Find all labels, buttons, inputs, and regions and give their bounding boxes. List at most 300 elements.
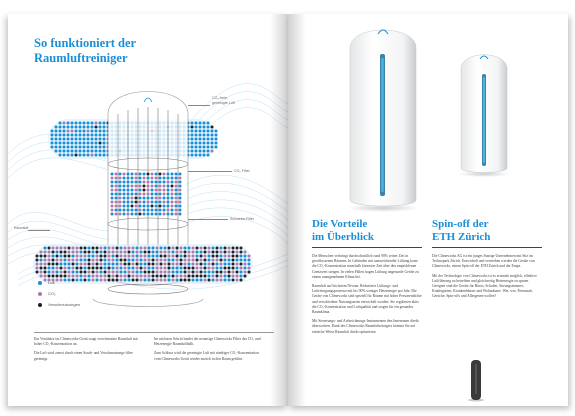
particle-dot: [104, 279, 107, 282]
particle-dot: [184, 259, 187, 262]
particle-dot: [207, 146, 210, 149]
particle-dot: [236, 279, 239, 282]
particle-dot: [119, 185, 122, 188]
particle-dot: [95, 126, 98, 129]
particle-dot: [192, 259, 195, 262]
particle-dot: [44, 247, 47, 250]
particle-dot: [151, 173, 154, 176]
particle-dot: [171, 213, 174, 216]
particle-dot: [123, 177, 126, 180]
particle-dot: [123, 173, 126, 176]
particle-dot: [99, 134, 102, 137]
title-line-2: Raumluftreiniger: [34, 51, 128, 65]
particle-dot: [139, 197, 142, 200]
particle-dot: [99, 154, 102, 157]
particle-dot: [204, 263, 207, 266]
particle-dot: [48, 259, 51, 262]
particle-dot: [176, 263, 179, 266]
particle-dot: [83, 154, 86, 157]
particle-dot: [163, 173, 166, 176]
particle-dot: [59, 154, 62, 157]
particle-dot: [215, 138, 218, 141]
particle-dot: [143, 209, 146, 212]
particle-dot: [184, 271, 187, 274]
particle-dot: [144, 279, 147, 282]
particle-dot: [104, 267, 107, 270]
particle-dot: [79, 122, 82, 125]
particle-dot: [171, 185, 174, 188]
particle-dot: [88, 247, 91, 250]
particle-dot: [224, 247, 227, 250]
particle-dot: [216, 251, 219, 254]
particle-dot: [115, 177, 118, 180]
particle-dot: [128, 255, 131, 258]
particle-dot: [208, 251, 211, 254]
gutter-shadow: [270, 14, 288, 406]
particle-dot: [232, 263, 235, 266]
particle-dot: [51, 138, 54, 141]
particle-dot: [211, 134, 214, 137]
particle-dot: [75, 154, 78, 157]
body-column-spinoff: Die Climeworks AG ist ein junges Startup-Unternehmen mit Sitz im Technopark Zürich. Entwickelt und vertrieben werden die Geräte von Climeworks, einem Spin-off der ETH Zürich und der Empa. Mit der Technologie von Climeworks ist es erstmals möglich, effektive Luftfilterung zu betreiben und gleichzeitig Heizenergie zu sparen. Geeignet sind die Geräte für Büros, Schulen, Sitzungszimmer, Kindergärten, Krankenhäuser und Wohnräume. Wer, wie, Feinstaub, Gerüche, Spin-offs und Allergenen wollen?: [432, 254, 537, 299]
particle-dot: [144, 267, 147, 270]
particle-dot: [211, 138, 214, 141]
device-base: [93, 299, 203, 307]
particle-dot: [195, 146, 198, 149]
particle-dot: [48, 263, 51, 266]
particle-dot: [159, 213, 162, 216]
particle-dot: [100, 255, 103, 258]
body-column-advantages: Die Menschen verbringt durchschnittlich rund 90% seiner Zeit in geschlossenen Räumen. In Gebäuden mit unzureichender Lüftung kann die CO₂-Konzentration innerhalb kürzester Zeit über den empfohlenen Grenzwert steigen. In vielen Fällen tragen Lüftung ungesunde Geräte zu einem unangenehmen Klima bei. Raumluft auf höchstem Niveau: Reduzierte Lüftungs- und Luftreinigungsprozesse mit bis 90% weniger Heizenergie pro Jahr. Die Geräte von Climeworks sind speziell für Räume mit hoher Personendichte und verschiedene Nutzungsarten entwickelt worden. Sie regulieren aktiv die CO₂-Konzentration und Luftqualität und sorgen für ein gesundes Raumklima. Mit Steuerungs- und Aufzeichnungs-Instrumenten den Innenraum direkt überwachen. Dank des Climeworks Raumluftreinigers können Sie auf einfache Weise Raumluft direkt optimieren.: [312, 254, 422, 334]
particle-dot: [195, 130, 198, 133]
particle-dot: [244, 263, 247, 266]
particle-dot: [40, 255, 43, 258]
particle-dot: [68, 247, 71, 250]
particle-dot: [115, 209, 118, 212]
particle-dot: [168, 251, 171, 254]
particle-dot: [56, 267, 59, 270]
particle-dot: [96, 263, 99, 266]
particle-dot: [179, 173, 182, 176]
particle-dot: [236, 267, 239, 270]
particle-dot: [99, 146, 102, 149]
section-divider: [312, 247, 422, 248]
particle-dot: [111, 197, 114, 200]
particle-dot: [124, 247, 127, 250]
particle-dot: [216, 255, 219, 258]
particle-dot: [128, 271, 131, 274]
particle-dot: [236, 251, 239, 254]
particle-dot: [68, 271, 71, 274]
particle-dot: [132, 247, 135, 250]
particle-dot: [147, 181, 150, 184]
particle-dot: [176, 279, 179, 282]
particle-dot: [204, 267, 207, 270]
particle-dot: [200, 279, 203, 282]
particle-dot: [131, 177, 134, 180]
particle-dot: [240, 255, 243, 258]
particle-dot: [172, 255, 175, 258]
particle-dot: [172, 259, 175, 262]
particle-dot: [119, 197, 122, 200]
particle-dot: [96, 259, 99, 262]
particle-dot: [147, 177, 150, 180]
particle-dot: [48, 247, 51, 250]
particle-dot: [52, 259, 55, 262]
particle-dot: [195, 138, 198, 141]
particle-dot: [152, 271, 155, 274]
particle-dot: [104, 259, 107, 262]
particle-dot: [216, 267, 219, 270]
particle-dot: [164, 279, 167, 282]
particle-dot: [136, 247, 139, 250]
particle-dot: [79, 150, 82, 153]
particle-dot: [176, 251, 179, 254]
particle-dot: [147, 213, 150, 216]
particle-dot: [119, 213, 122, 216]
particle-dot: [220, 275, 223, 278]
particle-dot: [136, 271, 139, 274]
particle-dot: [123, 201, 126, 204]
particle-dot: [63, 146, 66, 149]
particle-dot: [84, 279, 87, 282]
particle-dot: [64, 267, 67, 270]
particle-dot: [143, 173, 146, 176]
particle-dot: [124, 279, 127, 282]
particle-dot: [176, 271, 179, 274]
particle-dot: [59, 126, 62, 129]
particle-dot: [192, 251, 195, 254]
particle-dot: [204, 271, 207, 274]
particle-dot: [159, 193, 162, 196]
particle-dot: [55, 138, 58, 141]
particle-dot: [131, 185, 134, 188]
particle-dot: [132, 259, 135, 262]
particle-dot: [151, 205, 154, 208]
particle-dot: [120, 279, 123, 282]
particle-dot: [112, 247, 115, 250]
particle-dot: [224, 263, 227, 266]
particle-dot: [220, 271, 223, 274]
section-title-advantages: Die Vorteile im Überblick: [312, 218, 375, 243]
particle-dot: [71, 146, 74, 149]
particle-dot: [84, 267, 87, 270]
particle-dot: [148, 247, 151, 250]
particle-dot: [167, 173, 170, 176]
particle-dot: [132, 279, 135, 282]
particle-dot: [155, 189, 158, 192]
particle-dot: [144, 275, 147, 278]
particle-dot: [179, 205, 182, 208]
particle-dot: [179, 213, 182, 216]
particle-dot: [87, 142, 90, 145]
particle-dot: [72, 267, 75, 270]
particle-dot: [195, 126, 198, 129]
particle-dot: [88, 271, 91, 274]
particle-dot: [220, 251, 223, 254]
particle-dot: [180, 247, 183, 250]
particle-dot: [155, 181, 158, 184]
particle-dot: [143, 189, 146, 192]
particle-dot: [168, 271, 171, 274]
particle-dot: [59, 134, 62, 137]
particle-dot: [199, 146, 202, 149]
particle-dot: [124, 271, 127, 274]
particle-dot: [135, 201, 138, 204]
particle-dot: [139, 185, 142, 188]
particle-dot: [184, 251, 187, 254]
particle-dot: [99, 126, 102, 129]
particle-dot: [212, 251, 215, 254]
particle-dot: [180, 259, 183, 262]
particle-dot: [184, 247, 187, 250]
particle-dot: [224, 251, 227, 254]
particle-dot: [148, 263, 151, 266]
particle-dot: [203, 142, 206, 145]
particle-dot: [100, 247, 103, 250]
particle-dot: [55, 134, 58, 137]
particle-dot: [175, 213, 178, 216]
particle-dot: [60, 255, 63, 258]
particle-dot: [135, 197, 138, 200]
particle-dot: [72, 263, 75, 266]
particle-dot: [148, 271, 151, 274]
particle-dot: [64, 263, 67, 266]
section-divider: [432, 247, 542, 248]
particle-dot: [143, 201, 146, 204]
body-column-2: Im nächsten Schritt bindet der neuartige Climeworks Filter das CO₂ und Heizenergie Raumlufthüllt. Zum Schluss wird die gereinigte Luft mit niedriger CO₂-Konzentration vom Climeworks-Gerät wieder zurück in den Raum geführt.: [154, 337, 261, 361]
particle-dot: [203, 130, 206, 133]
particle-dot: [131, 201, 134, 204]
particle-dot: [139, 181, 142, 184]
particle-dot: [87, 126, 90, 129]
particle-dot: [192, 255, 195, 258]
particle-dot: [119, 201, 122, 204]
particle-dot: [151, 193, 154, 196]
particle-dot: [83, 150, 86, 153]
particle-dot: [160, 267, 163, 270]
particle-dot: [152, 255, 155, 258]
particle-dot: [116, 275, 119, 278]
particle-dot: [127, 185, 130, 188]
particle-dot: [91, 154, 94, 157]
particle-dot: [119, 173, 122, 176]
particle-dot: [192, 247, 195, 250]
particle-dot: [215, 142, 218, 145]
particle-dot: [115, 185, 118, 188]
particle-dot: [139, 177, 142, 180]
particle-dot: [115, 173, 118, 176]
particle-dot: [123, 205, 126, 208]
particle-dot: [144, 255, 147, 258]
particle-dot: [164, 275, 167, 278]
particle-dot: [100, 279, 103, 282]
particle-dot: [244, 267, 247, 270]
particle-dot: [116, 259, 119, 262]
particle-dot: [132, 267, 135, 270]
particle-dot: [175, 193, 178, 196]
particle-dot: [167, 193, 170, 196]
particle-dot: [124, 251, 127, 254]
particle-dot: [155, 177, 158, 180]
particle-dot: [236, 275, 239, 278]
particle-dot: [248, 267, 251, 270]
particle-dot: [228, 255, 231, 258]
particle-dot: [215, 134, 218, 137]
particle-dot: [91, 150, 94, 153]
particle-dot: [143, 197, 146, 200]
particle-dot: [104, 275, 107, 278]
particle-dot: [131, 193, 134, 196]
particle-dot: [184, 275, 187, 278]
particle-dot: [155, 213, 158, 216]
particle-dot: [128, 251, 131, 254]
particle-dot: [199, 150, 202, 153]
label-particle-filter: Schwebe-Filter: [230, 217, 254, 221]
particle-dot: [67, 142, 70, 145]
particle-dot: [188, 251, 191, 254]
particle-dot: [208, 271, 211, 274]
particle-dot: [88, 251, 91, 254]
particle-dot: [139, 173, 142, 176]
particle-dot: [99, 130, 102, 133]
particle-dot: [120, 247, 123, 250]
particle-dot: [56, 263, 59, 266]
particle-dot: [139, 189, 142, 192]
particle-dot: [116, 263, 119, 266]
particle-dot: [164, 247, 167, 250]
particle-dot: [71, 138, 74, 141]
particle-dot: [127, 197, 130, 200]
particle-dot: [196, 259, 199, 262]
particle-dot: [195, 122, 198, 125]
particle-dot: [112, 251, 115, 254]
particle-dot: [103, 142, 106, 145]
particle-dot: [52, 251, 55, 254]
particle-dot: [88, 267, 91, 270]
particle-dot: [168, 259, 171, 262]
particle-dot: [212, 271, 215, 274]
particle-dot: [171, 209, 174, 212]
particle-dot: [240, 247, 243, 250]
particle-dot: [83, 138, 86, 141]
particle-dot: [116, 271, 119, 274]
particle-dot: [84, 255, 87, 258]
particle-dot: [79, 154, 82, 157]
particle-dot: [175, 189, 178, 192]
particle-dot: [160, 271, 163, 274]
particle-dot: [144, 271, 147, 274]
particle-dot: [75, 122, 78, 125]
particle-dot: [136, 263, 139, 266]
particle-dot: [172, 267, 175, 270]
particle-dot: [52, 271, 55, 274]
particle-dot: [208, 247, 211, 250]
particle-dot: [83, 122, 86, 125]
particle-dot: [92, 263, 95, 266]
particle-dot: [72, 271, 75, 274]
particle-dot: [220, 247, 223, 250]
particle-dot: [127, 181, 130, 184]
particle-dot: [119, 205, 122, 208]
particle-dot: [167, 197, 170, 200]
particle-dot: [240, 263, 243, 266]
particle-dot: [59, 138, 62, 141]
particle-dot: [147, 173, 150, 176]
particle-dot: [108, 279, 111, 282]
particle-dot: [192, 275, 195, 278]
particle-dot: [116, 251, 119, 254]
particle-dot: [115, 193, 118, 196]
particle-dot: [119, 193, 122, 196]
particle-dot: [220, 267, 223, 270]
particle-dot: [63, 130, 66, 133]
particle-dot: [127, 177, 130, 180]
particle-dot: [163, 185, 166, 188]
particle-dot: [79, 142, 82, 145]
particle-dot: [135, 185, 138, 188]
particle-dot: [44, 251, 47, 254]
particle-dot: [244, 251, 247, 254]
particle-dot: [108, 259, 111, 262]
particle-dot: [148, 251, 151, 254]
particle-dot: [123, 181, 126, 184]
particle-dot: [83, 130, 86, 133]
particle-dot: [248, 259, 251, 262]
particle-dot: [147, 197, 150, 200]
particle-dot: [163, 209, 166, 212]
particle-dot: [207, 150, 210, 153]
particle-dot: [139, 193, 142, 196]
particle-dot: [96, 247, 99, 250]
particle-dot: [99, 150, 102, 153]
particle-dot: [175, 181, 178, 184]
particle-dot: [51, 146, 54, 149]
particle-dot: [164, 255, 167, 258]
particle-dot: [128, 259, 131, 262]
particle-dot: [135, 213, 138, 216]
particle-dot: [132, 263, 135, 266]
particle-dot: [104, 255, 107, 258]
particle-dot: [184, 267, 187, 270]
particle-dot: [240, 259, 243, 262]
particle-dot: [199, 126, 202, 129]
particle-dot: [224, 275, 227, 278]
particle-dot: [103, 146, 106, 149]
dot-icon: [38, 281, 42, 285]
leader-line: [188, 105, 210, 106]
particle-dot: [40, 271, 43, 274]
particle-dot: [75, 142, 78, 145]
particle-dot: [120, 255, 123, 258]
particle-dot: [211, 130, 214, 133]
particle-dot: [120, 275, 123, 278]
particle-dot: [172, 263, 175, 266]
particle-dot: [100, 271, 103, 274]
particle-dot: [236, 259, 239, 262]
particle-dot: [59, 150, 62, 153]
particle-dot: [67, 126, 70, 129]
particle-dot: [112, 267, 115, 270]
particle-dot: [116, 247, 119, 250]
particle-dot: [163, 205, 166, 208]
particle-dot: [144, 259, 147, 262]
particle-dot: [103, 150, 106, 153]
particle-dot: [171, 177, 174, 180]
particle-dot: [75, 150, 78, 153]
particle-dot: [156, 259, 159, 262]
particle-dot: [40, 267, 43, 270]
